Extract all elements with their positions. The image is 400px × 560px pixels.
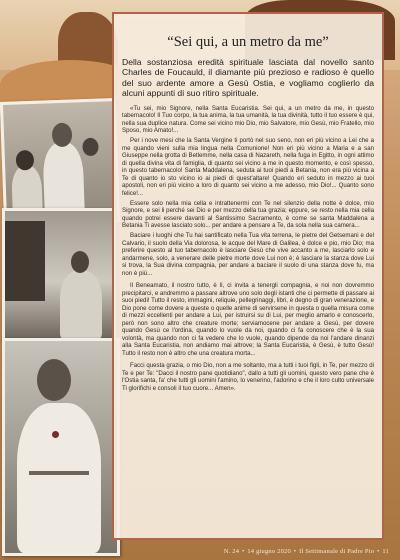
page-number: 11 [382, 548, 389, 555]
article-body [122, 105, 374, 393]
article-paragraph: Per i nove mesi che la Santa Vergine ti portò nel suo seno, non eri più vicino a Lei che a me quando vieni sulla mia lingua nella Comunione! Non eri più vicino a Maria e a san Giuseppe nella grotta di Betlemme, nella casa di Nazareth, nella fuga in Egitto, in ogni attimo di quella divina vita di famiglia, di quanto sei vicino a me in questo momento, e così spesso, in questo tabernacolo! Santa Maddalena, seduta ai tuoi piedi a Betania, non era più vicina a Te di quanto io sto vicino io ai piedi di quest'altare! Quando eri seduto in mezzo ai tuoi apostoli, non eri più vicino a loro di quanto sei vicino a me adesso, mio Dio!... Quanto sono felice!... [122, 137, 374, 197]
article-paragraph: Il Beneamato, il nostro tutto, è lì, ci invita a tenergli compagnia, e noi non dovremmo precipitarci, e andremmo a passare altrove uno solo degli istanti che ci permette di passare ai suoi piedi! Tutto il resto, immagini, reliquie, pellegrinaggi, libri, è degno di gran venerazione, e Dio pone come dovere a queste o quelle anime di servirsene in questa o quella misura come di mezzi eccellenti per andare a Lui, per istruirsi su di Lui, per meglio amarlo e conoscerlo, però non sono altro che creature morte; serviamocene per andare a Gesù, per dovere quando Gesù ce l'ordina, quando lo vuole da noi, quando ci fa conoscere che è la sua volontà, ma quando non ci fa vedere che lo vuole, quando dipende da noi l'andare dinanzi alla Santa Eucaristia, non andiamo mai altrove; la Santa Eucaristia, è Gesù, è tutto Gesù! Tutto il resto non è altro che una creatura morta... [122, 282, 375, 357]
article-intro: Della sostanziosa eredità spirituale lasciata dal novello santo Charles de Foucauld, il diamante più prezioso e radioso è quello del suo ardente amore a Gesù Ostia, e vogliamo coglierlo da alcuni appunti di suo ritiro spirituale. [122, 57, 374, 99]
heart-cross-emblem [52, 431, 59, 438]
historical-photo-group [0, 98, 120, 226]
historical-photo-hermitage [2, 208, 116, 342]
article-paragraph: Baciare i luoghi che Tu hai santificato nella Tua vita terrena, le pietre del Getsemani e del Calvario, il suolo della Via dolorosa, le acque del Mare di Galilea, è dolce e pio, mio Dio; ma preferire questo al tuo tabernacolo è lasciare Gesù che vive accanto a me, lasciarlo solo e andarmene, solo, a venerare delle pietre morte dove Lui non è; è lasciare la stanza dove Lui si trova, la Sua divina compagnia, per andare a baciare il suolo di una stanza dove fu, ma non è più... [122, 232, 374, 277]
issue-date: 14 giugno 2020 [247, 548, 291, 555]
publication-name: Il Settimanale di Padre Pio [299, 548, 375, 555]
article-paragraph: Essere solo nella mia cella e intrattenermi con Te nel silenzio della notte è dolce, mio Signore, e sei li perché sei Dio e per mezzo della tua grazia; eppure, se resto nella mia cella quando potrei essere davanti al Santissimo Sacramento, è come se santa Maddalena a Betania Ti avesse lasciato solo... per andare a pensare a Te, da sola nella sua camera... [122, 199, 374, 230]
article-paragraph: Facci questa grazia, o mio Dio, non a me soltanto, ma a tutti i tuoi figli, in Te, per mezzo di Te e per Te: "Dacci il nostro pane quotidiano", dallo a tutti gli uomini, questo vero pane che è l'Ostia santa, fa' che tutti gli uomini l'amino, lo venerino, l'adorino e che il loro culto universale Ti glorifichi e consoli il tuo cuore... Amen». [122, 362, 374, 392]
historical-photo-portrait [2, 338, 120, 556]
page-footer: N. 24 • 14 giugno 2020 • Il Settimanale di Padre Pio • 11 [223, 548, 389, 555]
issue-number: N. 24 [223, 548, 240, 555]
article-panel [112, 12, 384, 540]
article-paragraph: «Tu sei, mio Signore, nella Santa Eucaristia. Sei qui, a un metro da me, in questo tabernacolo! Il Tuo corpo, la tua anima, la tua umanità, la tua divinità, tutto il tuo essere è qui, nella sua duplice natura. Come sei vicino mio Dio, mio Salvatore, mio Gesù, mio Fratello, mio Sposo, mio Amato!... [122, 104, 374, 135]
article-title: “Sei qui, a un metro da me” [167, 34, 329, 50]
